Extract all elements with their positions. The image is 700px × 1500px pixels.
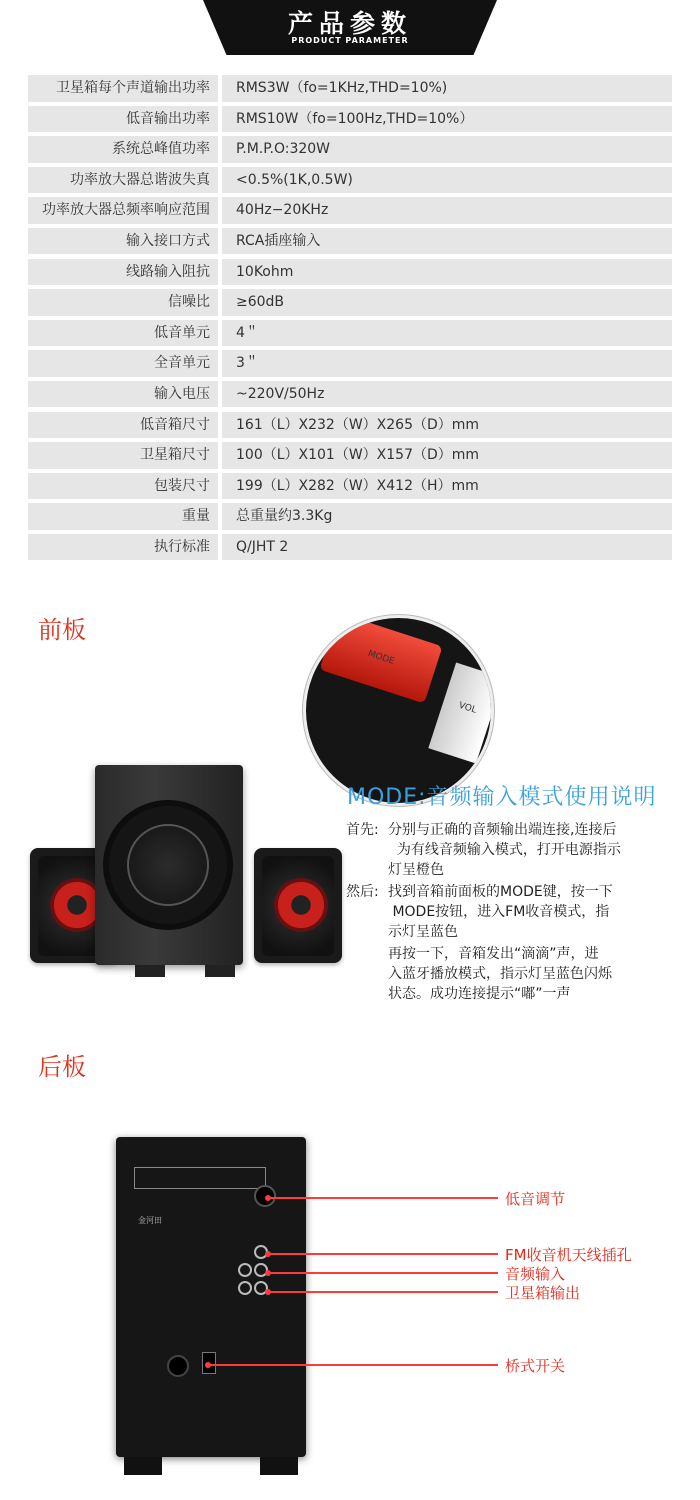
spec-label: 低音输出功率 [28,106,218,133]
speaker-illustration [20,600,478,1020]
spec-row [28,320,672,347]
spec-label: 卫星箱尺寸 [28,442,218,469]
spec-label: 输入电压 [28,381,218,408]
power-cord-icon [167,1355,189,1377]
audio-in-jack-icon [238,1263,252,1277]
spec-value: Q/JHT 2 [222,534,672,561]
warning-label [134,1167,266,1189]
spec-value: 3＂ [222,350,672,377]
annotation-bridge-switch: 桥式开关 [505,1357,566,1375]
back-section-title: 后板 [38,1053,86,1081]
spec-row [28,259,672,286]
spec-label: 卫星箱每个声道输出功率 [28,75,218,102]
spec-label: 低音箱尺寸 [28,412,218,439]
spec-value: 161（L）X232（W）X265（D）mm [222,412,672,439]
spec-row [28,136,672,163]
back-panel-image [116,1137,306,1457]
annotation-bass-control: 低音调节 [505,1190,566,1208]
spec-row [28,75,672,102]
spec-value: 199（L）X282（W）X412（H）mm [222,473,672,500]
mode-dial-icon [127,824,209,906]
page-title: 产品参数 [287,9,412,38]
front-section-title: 前板 [38,616,86,644]
spec-label: 执行标准 [28,534,218,561]
spec-row [28,228,672,255]
spec-value: 40Hz−20KHz [222,197,672,224]
spec-row [28,473,672,500]
annotation-fm-antenna: FM收音机天线插孔 [505,1246,632,1264]
spec-row [28,412,672,439]
mode-instructions-heading: MODE:音频输入模式使用说明 [347,785,657,810]
instruction-step-1: 首先: 分别与正确的音频输出端连接,连接后 为有线音频输入模式，打开电源指示 灯呈橙色 [346,822,621,878]
spec-label: 输入接口方式 [28,228,218,255]
spec-table [28,75,672,565]
spec-row [28,167,672,194]
vol-knob-label: VOL [428,662,494,763]
spec-label: 信噪比 [28,289,218,316]
spec-label: 包装尺寸 [28,473,218,500]
right-woofer-icon [274,878,328,932]
spec-row [28,289,672,316]
spec-value: 100（L）X101（W）X157（D）mm [222,442,672,469]
spec-row [28,197,672,224]
spec-value: ≥60dB [222,289,672,316]
spec-label: 低音单元 [28,320,218,347]
spec-label: 线路输入阻抗 [28,259,218,286]
annotation-audio-input: 音频输入 [505,1265,566,1283]
sat-out-jack-icon [238,1281,252,1295]
spec-value: <0.5%(1K,0.5W) [222,167,672,194]
spec-value: RCA插座输入 [222,228,672,255]
spec-label: 功率放大器总频率响应范围 [28,197,218,224]
spec-value: RMS3W（fo=1KHz,THD=10%) [222,75,672,102]
spec-value: RMS10W（fo=100Hz,THD=10%） [222,106,672,133]
right-satellite-speaker [254,848,342,963]
spec-value: 总重量约3.3Kg [222,503,672,530]
spec-row [28,381,672,408]
mode-button-zoom [303,615,494,806]
spec-label: 系统总峰值功率 [28,136,218,163]
spec-row [28,106,672,133]
spec-row [28,442,672,469]
instruction-step-3: 再按一下，音箱发出“滴滴”声，进 入蓝牙播放模式，指示灯呈蓝色闪烁 状态。成功连接提示“嘟”一声 [388,946,612,1002]
spec-label: 全音单元 [28,350,218,377]
spec-label: 功率放大器总谐波失真 [28,167,218,194]
spec-value: ~220V/50Hz [222,381,672,408]
spec-row [28,350,672,377]
spec-label: 重量 [28,503,218,530]
mode-button-label: MODE [319,615,442,704]
spec-value: P.M.P.O:320W [222,136,672,163]
spec-row [28,503,672,530]
instruction-step-2: 然后: 找到音箱前面板的MODE键，按一下 MODE按钮，进入FM收音模式，指 示灯呈蓝色 [346,884,613,940]
brand-label: 金河田 [138,1216,162,1225]
spec-value: 4＂ [222,320,672,347]
spec-row [28,534,672,561]
spec-value: 10Kohm [222,259,672,286]
page-subtitle: PRODUCT PARAMETER [291,36,409,45]
subwoofer [95,765,243,965]
page-header [0,0,700,62]
annotation-satellite-output: 卫星箱输出 [505,1284,581,1302]
